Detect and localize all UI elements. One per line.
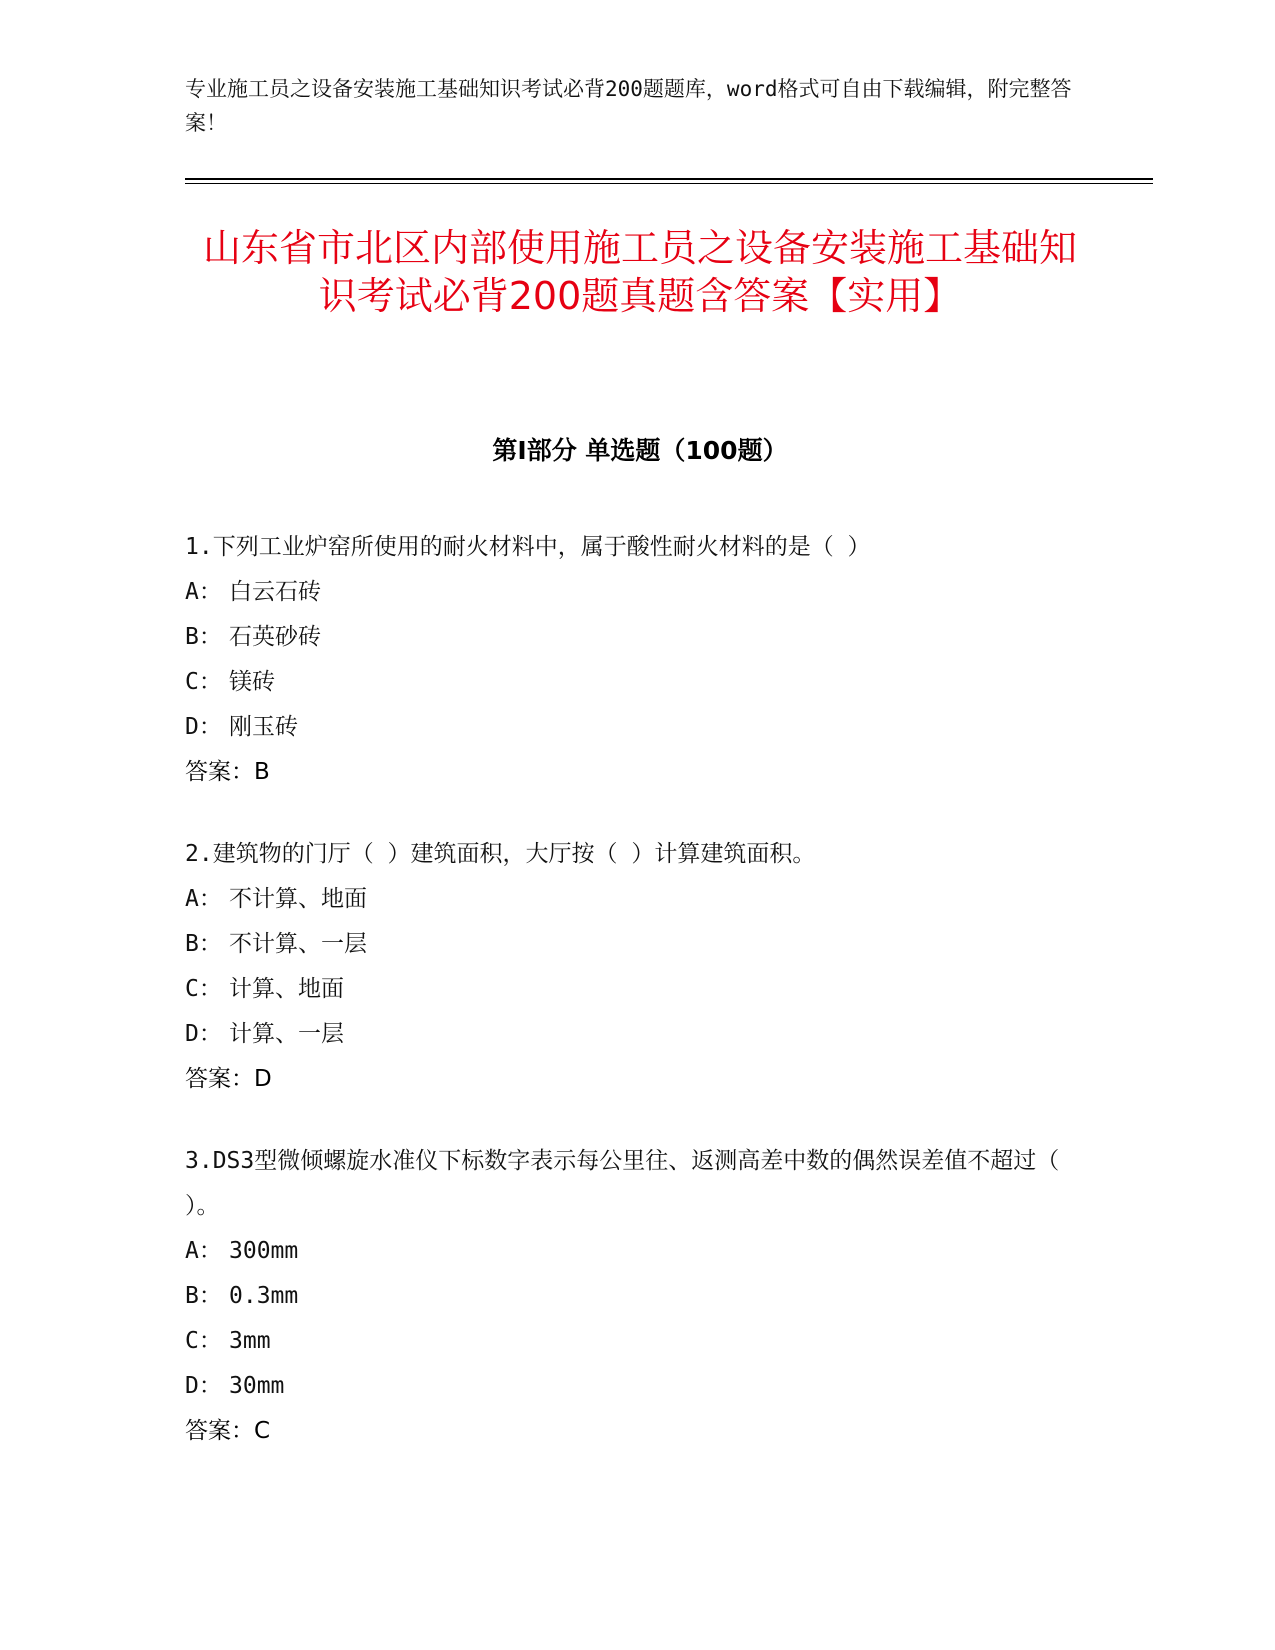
- option-b: [185, 922, 1095, 967]
- option-d: [185, 1364, 1095, 1409]
- document-title: 山东省市北区内部使用施工员之设备安装施工基础知识考试必背200题真题含答案【实用】: [202, 226, 1077, 318]
- option-key: D：: [185, 714, 222, 740]
- option-text: 不计算、地面: [229, 886, 367, 912]
- option-text: 刚玉砖: [229, 714, 298, 740]
- option-text: 镁砖: [229, 669, 275, 695]
- option-d: [185, 1012, 1095, 1057]
- option-key: B：: [185, 1283, 222, 1309]
- section-heading: 第I部分 单选题（100题）: [492, 436, 788, 465]
- option-key: C：: [185, 1328, 222, 1354]
- option-text: 300mm: [229, 1238, 299, 1264]
- option-a: [185, 877, 1095, 922]
- header-divider-thin: [185, 183, 1153, 184]
- question-list: [185, 525, 1095, 1491]
- answer-line: 答案：D: [185, 1066, 272, 1092]
- option-key: C：: [185, 976, 222, 1002]
- option-c: [185, 1319, 1095, 1364]
- option-c: [185, 660, 1095, 705]
- question-stem: 2.建筑物的门厅（ ）建筑面积，大厅按（ ）计算建筑面积。: [185, 841, 816, 867]
- option-key: B：: [185, 624, 222, 650]
- option-key: C：: [185, 669, 222, 695]
- option-a: [185, 570, 1095, 615]
- answer-line: 答案：B: [185, 759, 270, 785]
- answer-line: 答案：C: [185, 1418, 271, 1444]
- option-d: [185, 705, 1095, 750]
- question-stem: 1.下列工业炉窑所使用的耐火材料中，属于酸性耐火材料的是（ ）: [185, 534, 871, 560]
- option-key: A：: [185, 1238, 222, 1264]
- question-2: [185, 832, 1095, 1102]
- option-text: 不计算、一层: [229, 931, 367, 957]
- option-text: 0.3mm: [229, 1283, 299, 1309]
- option-b: [185, 1274, 1095, 1319]
- option-text: 计算、地面: [229, 976, 344, 1002]
- option-key: D：: [185, 1373, 222, 1399]
- option-c: [185, 967, 1095, 1012]
- header-divider-thick: [185, 178, 1153, 180]
- question-3: [185, 1139, 1095, 1454]
- option-text: 3mm: [229, 1328, 271, 1354]
- option-key: A：: [185, 579, 222, 605]
- option-key: A：: [185, 886, 222, 912]
- header-note: 专业施工员之设备安装施工基础知识考试必背200题题库，word格式可自由下载编辑，附完整答案！: [185, 77, 1072, 135]
- option-a: [185, 1229, 1095, 1274]
- option-text: 计算、一层: [229, 1021, 344, 1047]
- question-stem: 3.DS3型微倾螺旋水准仪下标数字表示每公里往、返测高差中数的偶然误差值不超过（ ）。: [185, 1148, 1060, 1219]
- option-text: 石英砂砖: [229, 624, 321, 650]
- option-key: B：: [185, 931, 222, 957]
- question-1: [185, 525, 1095, 795]
- option-text: 30mm: [229, 1373, 285, 1399]
- option-key: D：: [185, 1021, 222, 1047]
- option-b: [185, 615, 1095, 660]
- option-text: 白云石砖: [229, 579, 321, 605]
